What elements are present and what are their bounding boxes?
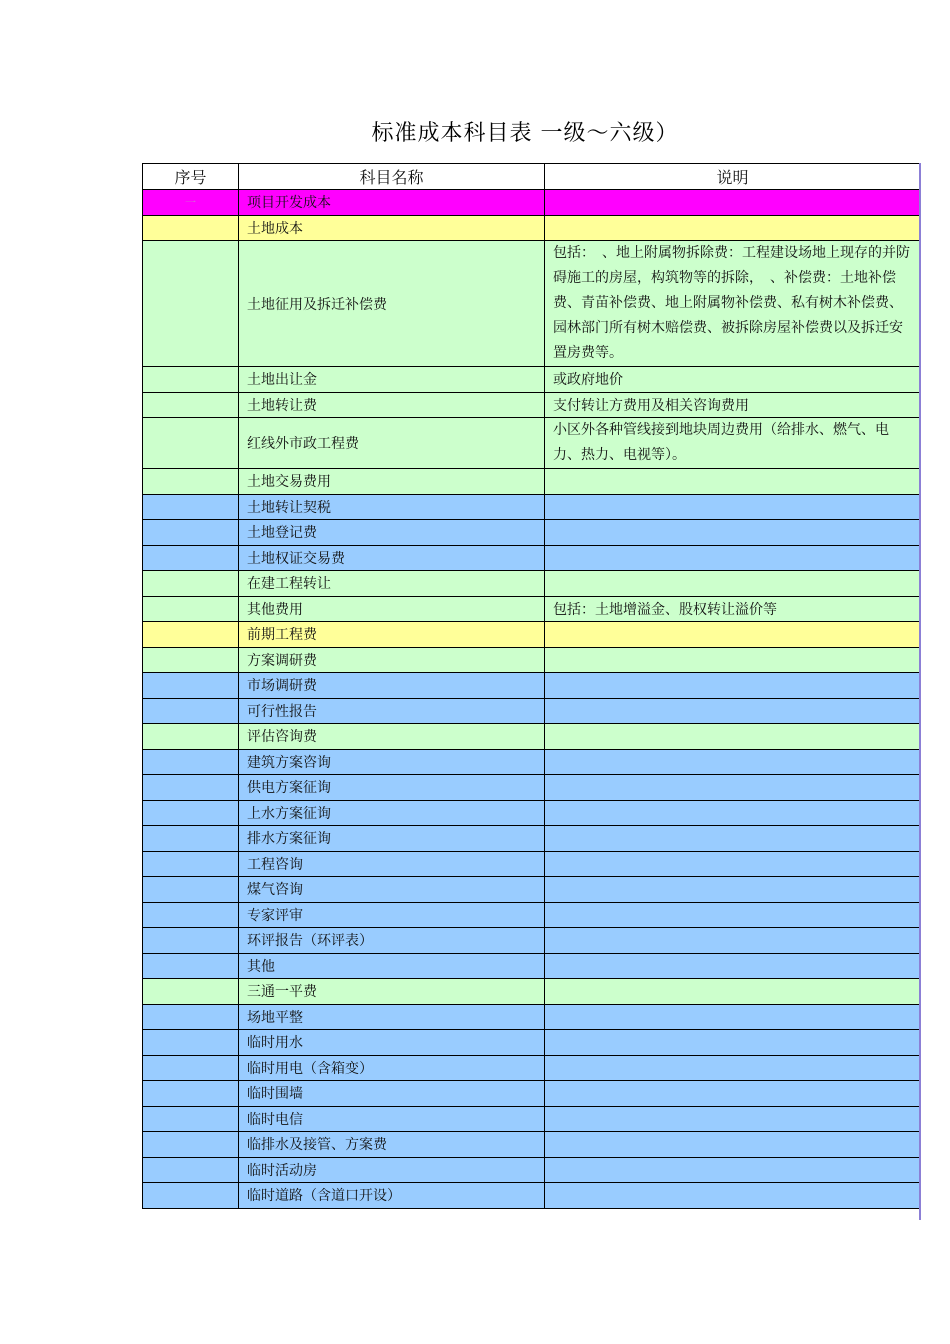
row-desc [545,724,921,750]
row-desc [545,190,921,216]
row-desc [545,215,921,241]
row-desc [545,469,921,495]
row-desc [545,928,921,954]
table-row [143,622,921,648]
table-row [143,520,921,546]
table-row [143,979,921,1005]
row-name: 临时活动房 [239,1157,545,1183]
row-seq [143,775,239,801]
row-name: 方案调研费 [239,647,545,673]
row-seq [143,749,239,775]
row-name: 临时围墙 [239,1081,545,1107]
row-seq [143,1157,239,1183]
row-seq [143,1055,239,1081]
row-name: 前期工程费 [239,622,545,648]
row-seq [143,673,239,699]
row-seq [143,1132,239,1158]
row-seq [143,724,239,750]
row-seq [143,928,239,954]
row-name: 土地权证交易费 [239,545,545,571]
row-desc [545,1030,921,1056]
row-name: 临排水及接管、方案费 [239,1132,545,1158]
row-name: 红线外市政工程费 [239,418,545,469]
table-row [143,1055,921,1081]
row-desc [545,1081,921,1107]
row-seq [143,596,239,622]
row-desc [545,775,921,801]
table-row [143,1183,921,1209]
row-desc [545,979,921,1005]
table-right-edge [919,163,921,1220]
table-row [143,418,921,469]
cost-subject-table [142,163,921,1209]
table-row [143,724,921,750]
table-row [143,596,921,622]
table-row [143,545,921,571]
row-seq [143,571,239,597]
table-row [143,469,921,495]
row-desc [545,953,921,979]
row-desc [545,1106,921,1132]
row-seq [143,698,239,724]
table-row [143,902,921,928]
row-seq [143,1106,239,1132]
row-desc [545,1004,921,1030]
header-desc: 说明 [545,164,921,190]
row-seq [143,851,239,877]
row-seq [143,1183,239,1209]
row-seq [143,979,239,1005]
row-name: 土地转让契税 [239,494,545,520]
row-name: 可行性报告 [239,698,545,724]
row-name: 土地出让金 [239,367,545,393]
table-row [143,877,921,903]
row-desc: 或政府地价 [545,367,921,393]
table-row [143,826,921,852]
row-seq [143,241,239,367]
row-desc: 小区外各种管线接到地块周边费用（给排水、燃气、电力、热力、电视等）。 [545,418,921,469]
table-row [143,494,921,520]
page-title: 标准成本科目表 一级～六级） [371,121,679,146]
row-name: 场地平整 [239,1004,545,1030]
table-row [143,775,921,801]
row-seq [143,1004,239,1030]
row-desc [545,545,921,571]
table-row [143,749,921,775]
table-header-row [143,164,921,190]
row-seq [143,826,239,852]
row-desc [545,622,921,648]
row-name: 建筑方案咨询 [239,749,545,775]
row-name: 其他 [239,953,545,979]
table-row [143,1157,921,1183]
row-desc [545,1132,921,1158]
table-row [143,190,921,216]
row-desc [545,698,921,724]
row-seq [143,1081,239,1107]
row-name: 专家评审 [239,902,545,928]
row-desc: 支付转让方费用及相关咨询费用 [545,392,921,418]
row-desc [545,1183,921,1209]
row-desc [545,877,921,903]
row-desc: 包括： 、地上附属物拆除费：工程建设场地上现存的并防碍施工的房屋，构筑物等的拆除， 、补偿费：土地补偿费、青苗补偿费、地上附属物补偿费、私有树木补偿费、园林部门所有树木赔偿费、被拆除房屋补偿费以及拆迁安置房费等。 [545,241,921,367]
row-name: 临时电信 [239,1106,545,1132]
row-name: 土地成本 [239,215,545,241]
table-row [143,647,921,673]
row-seq [143,520,239,546]
row-seq [143,1030,239,1056]
row-name: 排水方案征询 [239,826,545,852]
table-row [143,241,921,367]
row-desc [545,826,921,852]
row-name: 土地登记费 [239,520,545,546]
row-desc [545,1055,921,1081]
row-seq [143,392,239,418]
row-name: 项目开发成本 [239,190,545,216]
row-name: 临时用水 [239,1030,545,1056]
row-desc [545,1157,921,1183]
header-seq: 序号 [143,164,239,190]
table-row [143,571,921,597]
table-row [143,698,921,724]
table-row [143,1081,921,1107]
header-name: 科目名称 [239,164,545,190]
row-seq [143,953,239,979]
row-name: 临时用电（含箱变） [239,1055,545,1081]
row-desc: 包括：土地增溢金、股权转让溢价等 [545,596,921,622]
row-seq [143,647,239,673]
row-seq [143,877,239,903]
row-name: 在建工程转让 [239,571,545,597]
row-seq [143,622,239,648]
row-name: 土地交易费用 [239,469,545,495]
row-name: 供电方案征询 [239,775,545,801]
table-row [143,953,921,979]
row-name: 临时道路（含道口开设） [239,1183,545,1209]
row-name: 土地转让费 [239,392,545,418]
row-desc [545,749,921,775]
table-row [143,673,921,699]
row-desc [545,647,921,673]
row-name: 其他费用 [239,596,545,622]
row-seq [143,494,239,520]
row-seq [143,367,239,393]
table-row [143,392,921,418]
row-seq: 一 [143,190,239,216]
table-row [143,1004,921,1030]
row-seq [143,215,239,241]
row-desc [545,520,921,546]
row-seq [143,902,239,928]
row-seq [143,418,239,469]
row-seq [143,469,239,495]
table-row [143,1030,921,1056]
row-name: 环评报告（环评表） [239,928,545,954]
row-name: 土地征用及拆迁补偿费 [239,241,545,367]
row-desc [545,673,921,699]
table-row [143,851,921,877]
row-desc [545,800,921,826]
row-name: 评估咨询费 [239,724,545,750]
table-row [143,800,921,826]
row-desc [545,902,921,928]
row-desc [545,494,921,520]
table-row [143,367,921,393]
row-name: 上水方案征询 [239,800,545,826]
row-desc [545,851,921,877]
row-name: 煤气咨询 [239,877,545,903]
table-row [143,928,921,954]
row-name: 市场调研费 [239,673,545,699]
row-seq [143,545,239,571]
row-seq [143,800,239,826]
table-row [143,215,921,241]
table-row [143,1106,921,1132]
row-name: 工程咨询 [239,851,545,877]
table-row [143,1132,921,1158]
row-desc [545,571,921,597]
row-name: 三通一平费 [239,979,545,1005]
